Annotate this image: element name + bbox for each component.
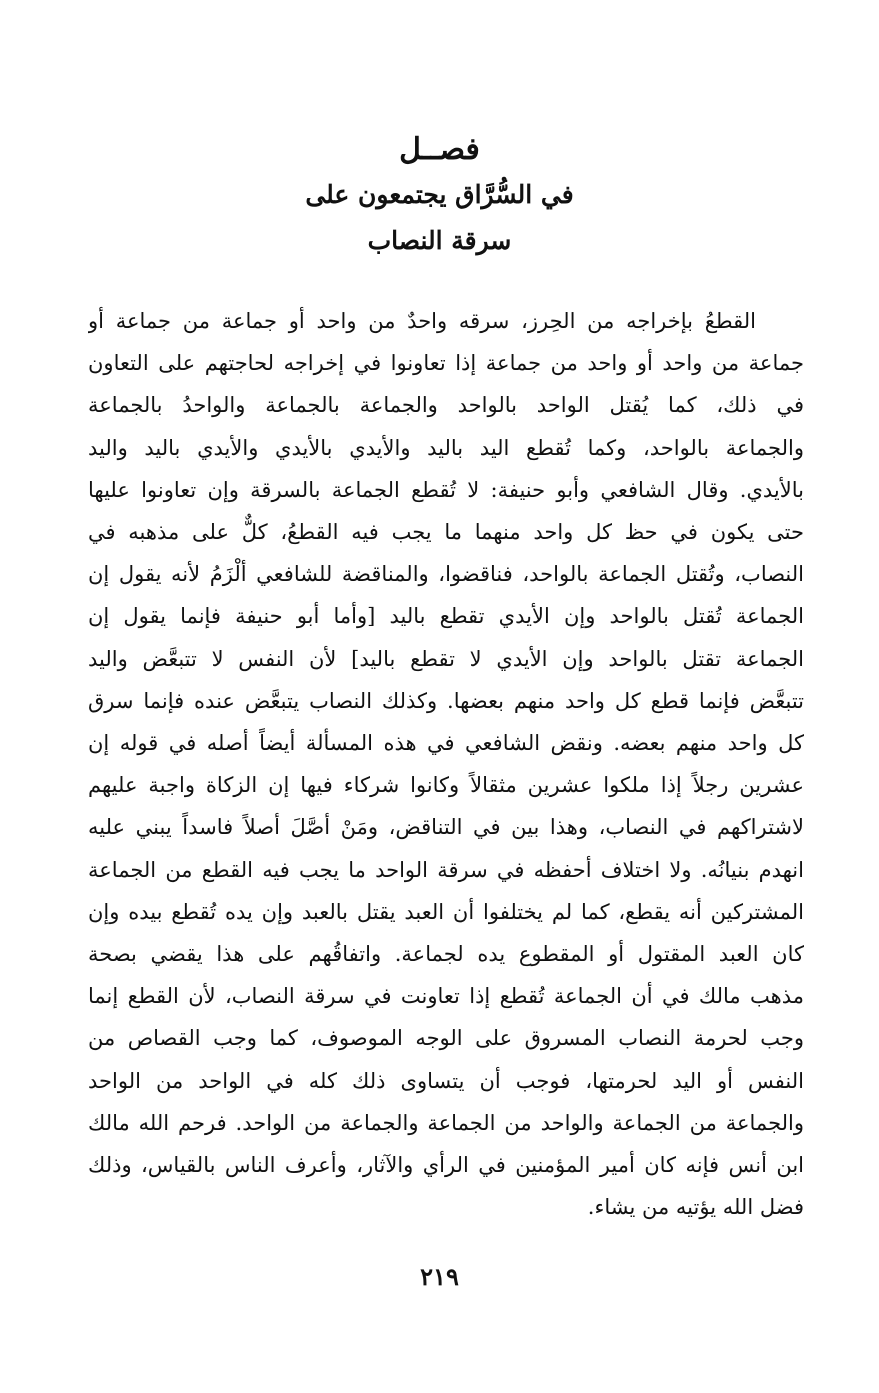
body-line: انهدم بنيانُه. ولا اختلاف أحفظه في سرقة الواحد ما يجب فيه القطع من الجماعة bbox=[88, 857, 804, 882]
body-line: الجماعة تقتل بالواحد وإن الأيدي لا تقطع باليد] لأن النفس لا تتبعَّض واليد bbox=[88, 646, 804, 671]
body-line: بالأيدي. وقال الشافعي وأبو حنيفة: لا تُقطع الجماعة بالسرقة وإن تعاونوا عليها bbox=[88, 477, 804, 502]
body-line: كان العبد المقتول أو المقطوع يده لجماعة. واتفاقُهم على هذا يقضي بصحة bbox=[88, 942, 804, 967]
body-line: النصاب، وتُقتل الجماعة بالواحد، فناقضوا، والمناقضة للشافعي ألْزَمُ لأنه يقول إن bbox=[88, 562, 804, 587]
body-line: فضل الله يؤتيه من يشاء. bbox=[587, 1195, 804, 1220]
body-line: الجماعة تُقتل بالواحد وإن الأيدي تقطع باليد [وأما أبو حنيفة فإنما يقول إن bbox=[88, 604, 804, 629]
body-line: تتبعَّض فإنما قطع كل واحد منهم بعضها. وكذلك النصاب يتبعَّض عنده فإنما سرق bbox=[88, 688, 804, 713]
body-line: وجب لحرمة النصاب المسروق على الوجه الموصوف، كما وجب القصاص من bbox=[88, 1026, 804, 1051]
body-line: عشرين رجلاً إذا ملكوا عشرين مثقالاً وكانوا شركاء فيها إن الزكاة واجبة عليهم bbox=[88, 773, 804, 798]
body-line: والجماعة بالواحد، وكما تُقطع اليد باليد والأيدي بالأيدي والأيدي باليد واليد bbox=[88, 435, 804, 460]
body-line: المشتركين أنه يقطع، كما لم يختلفوا أن العبد يقتل بالعبد وإن يده تُقطع بيده وإن bbox=[88, 899, 804, 924]
body-line: ابن أنس فإنه كان أمير المؤمنين في الرأي والآثار، وأعرف الناس بالقياس، وذلك bbox=[88, 1153, 804, 1178]
body-line: مذهب مالك في أن الجماعة تُقطع إذا تعاونت في سرقة النصاب، لأن القطع إنما bbox=[88, 984, 804, 1009]
heading-block bbox=[0, 128, 879, 264]
subtitle-line-2: سرقة النصاب bbox=[367, 226, 512, 255]
body-line: حتى يكون في حظ كل واحد منهما ما يجب فيه القطعُ، كلٌّ على مذهبه في bbox=[88, 520, 804, 545]
subtitle-line-1: في السُّرَّاق يجتمعون على bbox=[305, 180, 574, 209]
body-line: كل واحد منهم بعضه. ونقض الشافعي في هذه المسألة أيضاً أصله في قوله إن bbox=[88, 731, 804, 756]
chapter-title: فصــل bbox=[399, 132, 480, 167]
body-line: جماعة من واحد أو واحد من جماعة إذا تعاونوا في إخراجه لحاجتهم على التعاون bbox=[88, 351, 804, 376]
body-text bbox=[88, 300, 804, 1228]
body-line: القطعُ بإخراجه من الحِرز، سرقه واحدٌ من واحد أو جماعة من جماعة أو bbox=[88, 309, 756, 333]
body-line: في ذلك، كما يُقتل الواحد بالواحد والجماعة بالجماعة والواحدُ بالجماعة bbox=[88, 393, 804, 418]
page-number: ٢١٩ bbox=[420, 1262, 459, 1291]
body-line: لاشتراكهم في النصاب، وهذا بين في التناقض، ومَنْ أصَّلَ أصلاً فاسداً يبني عليه bbox=[88, 815, 804, 840]
body-line: النفس أو اليد لحرمتها، فوجب أن يتساوى ذلك كله في الواحد من الواحد bbox=[88, 1068, 804, 1093]
body-line: والجماعة من الجماعة والواحد من الجماعة والجماعة من الواحد. فرحم الله مالك bbox=[88, 1110, 804, 1135]
